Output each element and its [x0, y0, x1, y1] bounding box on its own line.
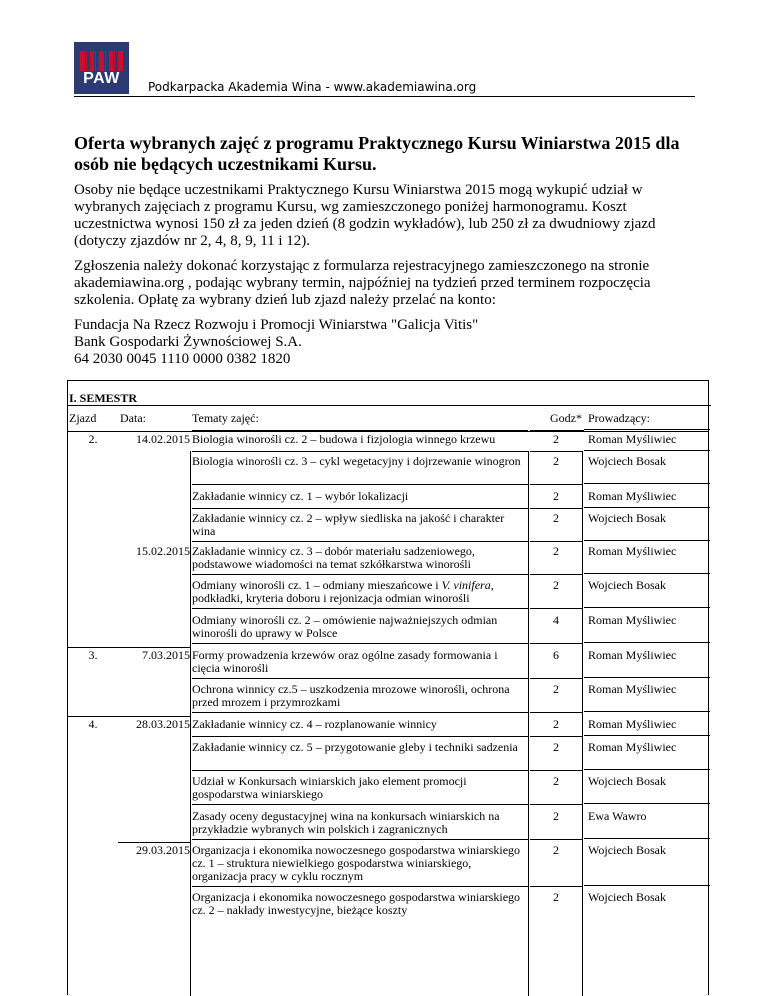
- account-line-3: 64 2030 0045 1110 0000 0382 1820: [74, 351, 291, 367]
- temat-text: Odmiany winorośli cz. 1 – odmiany mieszańcowe i: [192, 578, 442, 592]
- cell-data: 28.03.2015: [136, 717, 190, 731]
- cell-prowadzacy: Roman Myśliwiec: [584, 683, 710, 712]
- cell-zjazd: 2.: [88, 432, 98, 446]
- cell-prowadzacy: Wojciech Bosak: [584, 775, 710, 804]
- semester-title: I. SEMESTR: [68, 389, 711, 406]
- cell-zjazd: 3.: [88, 648, 98, 662]
- temat-text: , podkładki, kryteria doboru i rejonizacja odmian winorośli: [192, 578, 494, 605]
- cell-godz: 2: [530, 844, 582, 887]
- cell-godz: 2: [530, 775, 582, 805]
- account-line-2: Bank Gospodarki Żywnościowej S.A.: [74, 334, 302, 350]
- cell-godz: 2: [530, 490, 582, 509]
- header-text: Podkarpacka Akademia Wina - www.akademiawina.org: [148, 80, 477, 94]
- cell-data: 15.02.2015: [136, 544, 190, 558]
- cell-temat: Odmiany winorośli cz. 2 – omówienie najważniejszych odmian winorośli do uprawy w Polsce: [192, 614, 528, 644]
- cell-prowadzacy: Wojciech Bosak: [588, 890, 667, 904]
- cell-temat: Biologia winorośli cz. 3 – cykl wegetacyjny i dojrzewanie winogron: [192, 455, 528, 485]
- cell-prowadzacy: Roman Myśliwiec: [584, 433, 710, 451]
- grid-line: [118, 842, 190, 843]
- document-body: [74, 133, 704, 368]
- grid-line: [68, 716, 190, 717]
- grid-line: [528, 451, 529, 996]
- cell-temat: Zakładanie winnicy cz. 3 – dobór materiału sadzeniowego, podstawowe wiadomości na temat szkółkarstwa winorośli: [192, 545, 528, 575]
- cell-godz: 2: [530, 579, 582, 609]
- temat-italic: V. vinifera: [441, 578, 491, 592]
- cell-prowadzacy: Roman Myśliwiec: [584, 741, 710, 770]
- cell-temat: Zakładanie winnicy cz. 1 – wybór lokalizacji: [192, 490, 528, 509]
- cell-temat: Zakładanie winnicy cz. 5 – przygotowanie gleby i techniki sadzenia: [192, 741, 528, 771]
- cell-prowadzacy: Wojciech Bosak: [584, 579, 710, 608]
- cell-godz: 2: [530, 512, 582, 542]
- cell-godz: 2: [530, 455, 582, 485]
- account-line-1: Fundacja Na Rzecz Rozwoju i Promocji Winiarstwa "Galicja Vitis": [74, 317, 479, 333]
- cell-godz: 2: [530, 810, 582, 840]
- cell-godz: 2: [530, 433, 582, 452]
- paw-logo: [74, 42, 129, 94]
- cell-godz: 4: [530, 614, 582, 644]
- header-tematy: Tematy zajęć:: [192, 412, 528, 431]
- cell-prowadzacy: Roman Myśliwiec: [584, 718, 710, 736]
- cell-prowadzacy: Wojciech Bosak: [584, 512, 710, 541]
- paragraph-registration: Zgłoszenia należy dokonać korzystając z formularza rejestracyjnego zamieszczonego na stronie akademiawina.org , podając wybrany termin, najpóźniej na tydzień przed terminem rozpoczęcia szkolenia. Opłatę za wybrany dzień lub zjazd należy przelać na konto:: [74, 258, 651, 308]
- grid-line: [68, 647, 190, 648]
- cell-temat: Udział w Konkursach winiarskich jako element promocji gospodarstwa winiarskiego: [192, 775, 528, 805]
- cell-godz: 2: [530, 545, 582, 575]
- cell-prowadzacy: Roman Myśliwiec: [584, 545, 710, 574]
- cell-godz: 6: [530, 649, 582, 679]
- header-data: Data:: [120, 411, 146, 425]
- cell-temat: Organizacja i ekonomika nowoczesnego gospodarstwa winiarskiego cz. 2 – nakłady inwestycyjne, bieżące koszty: [192, 890, 521, 917]
- cell-godz: 2: [553, 890, 559, 904]
- cell-temat: Organizacja i ekonomika nowoczesnego gospodarstwa winiarskiego cz. 1 – struktura niewielkiego gospodarstwa winiarskiego, organizacja pracy w cyklu rocznym: [192, 844, 528, 887]
- cell-prowadzacy: Roman Myśliwiec: [584, 649, 710, 678]
- cell-temat: Zakładanie winnicy cz. 2 – wpływ siedliska na jakość i charakter wina: [192, 512, 528, 542]
- cell-data: 7.03.2015: [142, 648, 190, 662]
- logo-marks: [80, 51, 123, 71]
- cell-temat: [192, 579, 528, 609]
- schedule-table: [67, 380, 709, 995]
- cell-data: 29.03.2015: [136, 843, 190, 857]
- header-zjazd: Zjazd: [69, 411, 97, 425]
- cell-prowadzacy: Wojciech Bosak: [584, 844, 710, 886]
- grid-line: [190, 451, 191, 996]
- header-godz: Godz*: [530, 412, 584, 431]
- cell-prowadzacy: Roman Myśliwiec: [584, 614, 710, 643]
- cell-temat: Zakładanie winnicy cz. 4 – rozplanowanie winnicy: [192, 718, 528, 737]
- cell-godz: 2: [530, 718, 582, 737]
- cell-prowadzacy: Roman Myśliwiec: [584, 490, 710, 508]
- cell-prowadzacy: Wojciech Bosak: [584, 455, 710, 484]
- grid-line: [582, 451, 583, 996]
- cell-prowadzacy: Ewa Wawro: [584, 810, 710, 839]
- header-divider: [74, 96, 695, 97]
- grid-line: [68, 431, 708, 432]
- cell-godz: 2: [530, 741, 582, 771]
- cell-temat: Zasady oceny degustacyjnej wina na konkursach winiarskich na przykładzie wybranych win polskich i zagranicznych: [192, 810, 528, 840]
- cell-data: 14.02.2015: [136, 432, 190, 446]
- cell-zjazd: 4.: [88, 717, 98, 731]
- paragraph-intro: Osoby nie będące uczestnikami Praktycznego Kursu Winiarstwa 2015 mogą wykupić udział w wybranych zajęciach z programu Kursu, wg zamieszczonego poniżej harmonogramu. Koszt uczestnictwa wynosi 150 zł za jeden dzień (8 godzin wykładów), lub 250 zł za dwudniowy zjazd (dotyczy zjazdów nr 2, 4, 8, 9, 11 i 12).: [74, 182, 656, 249]
- logo-text: PAW: [83, 70, 120, 87]
- cell-temat: Formy prowadzenia krzewów oraz ogólne zasady formowania i cięcia winorośli: [192, 649, 528, 679]
- document-title: Oferta wybranych zajęć z programu Praktycznego Kursu Winiarstwa 2015 dla osób nie będących uczestnikami Kursu.: [74, 133, 680, 174]
- header-prowadzacy: Prowadzący:: [584, 412, 710, 430]
- cell-godz: 2: [530, 683, 582, 713]
- cell-temat: Ochrona winnicy cz.5 – uszkodzenia mrozowe winorośli, ochrona przed mrozem i przymrozkami: [192, 683, 528, 713]
- account-details: [74, 317, 704, 368]
- cell-temat: Biologia winorośli cz. 2 – budowa i fizjologia winnego krzewu: [192, 433, 528, 452]
